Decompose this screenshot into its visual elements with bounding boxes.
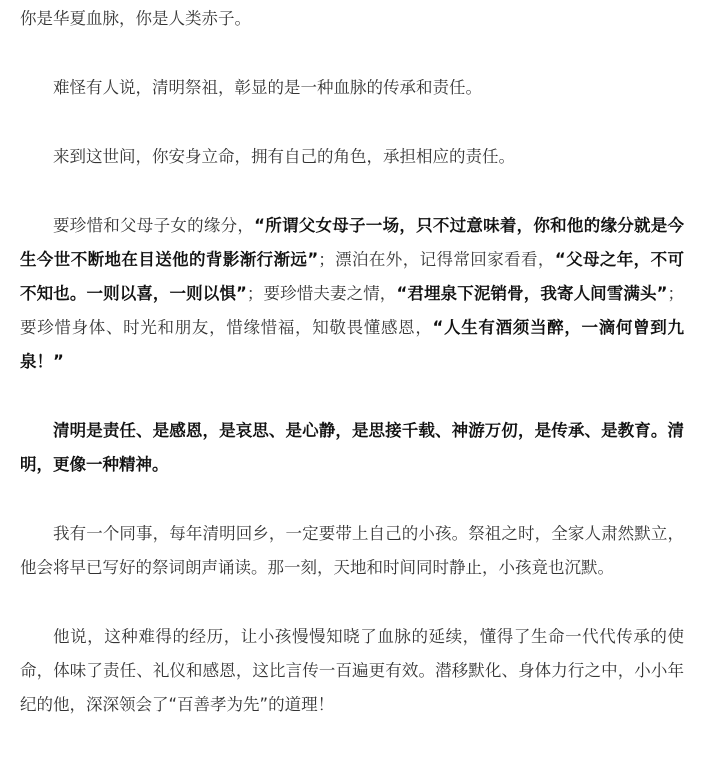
- paragraph-4-quote-4: “人生有酒须当醉，一滴何曾到九泉！”: [20, 318, 684, 371]
- paragraph-3: 来到这世间，你安身立命，拥有自己的角色，承担相应的责任。: [53, 147, 515, 166]
- paragraph-4: [20, 209, 684, 379]
- paragraph-4-quote-3: “君埋泉下泥销骨，我寄人间雪满头”: [396, 284, 668, 303]
- paragraph-4-text-1: 要珍惜和父母子女的缘分，: [53, 216, 255, 235]
- paragraph-4-text-4: ；要珍惜身体、时光和朋友，惜缘惜福，知敬畏懂感恩，: [20, 284, 684, 337]
- paragraph-1: 你是华夏血脉，你是人类赤子。: [20, 9, 251, 28]
- paragraph-5-bold: 清明是责任、是感恩，是哀思、是心静，是思接千载、神游万仞，是传承、是教育。清明，更像一种精神。: [20, 421, 684, 474]
- article-body: [20, 0, 684, 722]
- paragraph-4-text-2: ；漂泊在外，记得常回家看看，: [318, 250, 555, 269]
- paragraph-6: 我有一个同事，每年清明回乡，一定要带上自己的小孩。祭祖之时，全家人肃然默立，他会将早已写好的祭词朗声诵读。那一刻，天地和时间同时静止，小孩竟也沉默。: [20, 524, 684, 577]
- paragraph-7: 他说，这种难得的经历，让小孩慢慢知晓了血脉的延续，懂得了生命一代代传承的使命，体味了责任、礼仪和感恩，这比言传一百遍更有效。潜移默化、身体力行之中，小小年纪的他，深深领会了“百善孝为先”的道理！: [20, 627, 684, 714]
- paragraph-4-quote-1: “所谓父女母子一场，只不过意味着，你和他的缘分就是今生今世不断地在目送他的背影渐行渐远”: [20, 216, 684, 269]
- paragraph-2: 难怪有人说，清明祭祖，彰显的是一种血脉的传承和责任。: [53, 78, 482, 97]
- paragraph-4-quote-2: “父母之年，不可不知也。一则以喜，一则以惧”: [20, 250, 684, 303]
- paragraph-4-text-3: ；要珍惜夫妻之情，: [246, 284, 397, 303]
